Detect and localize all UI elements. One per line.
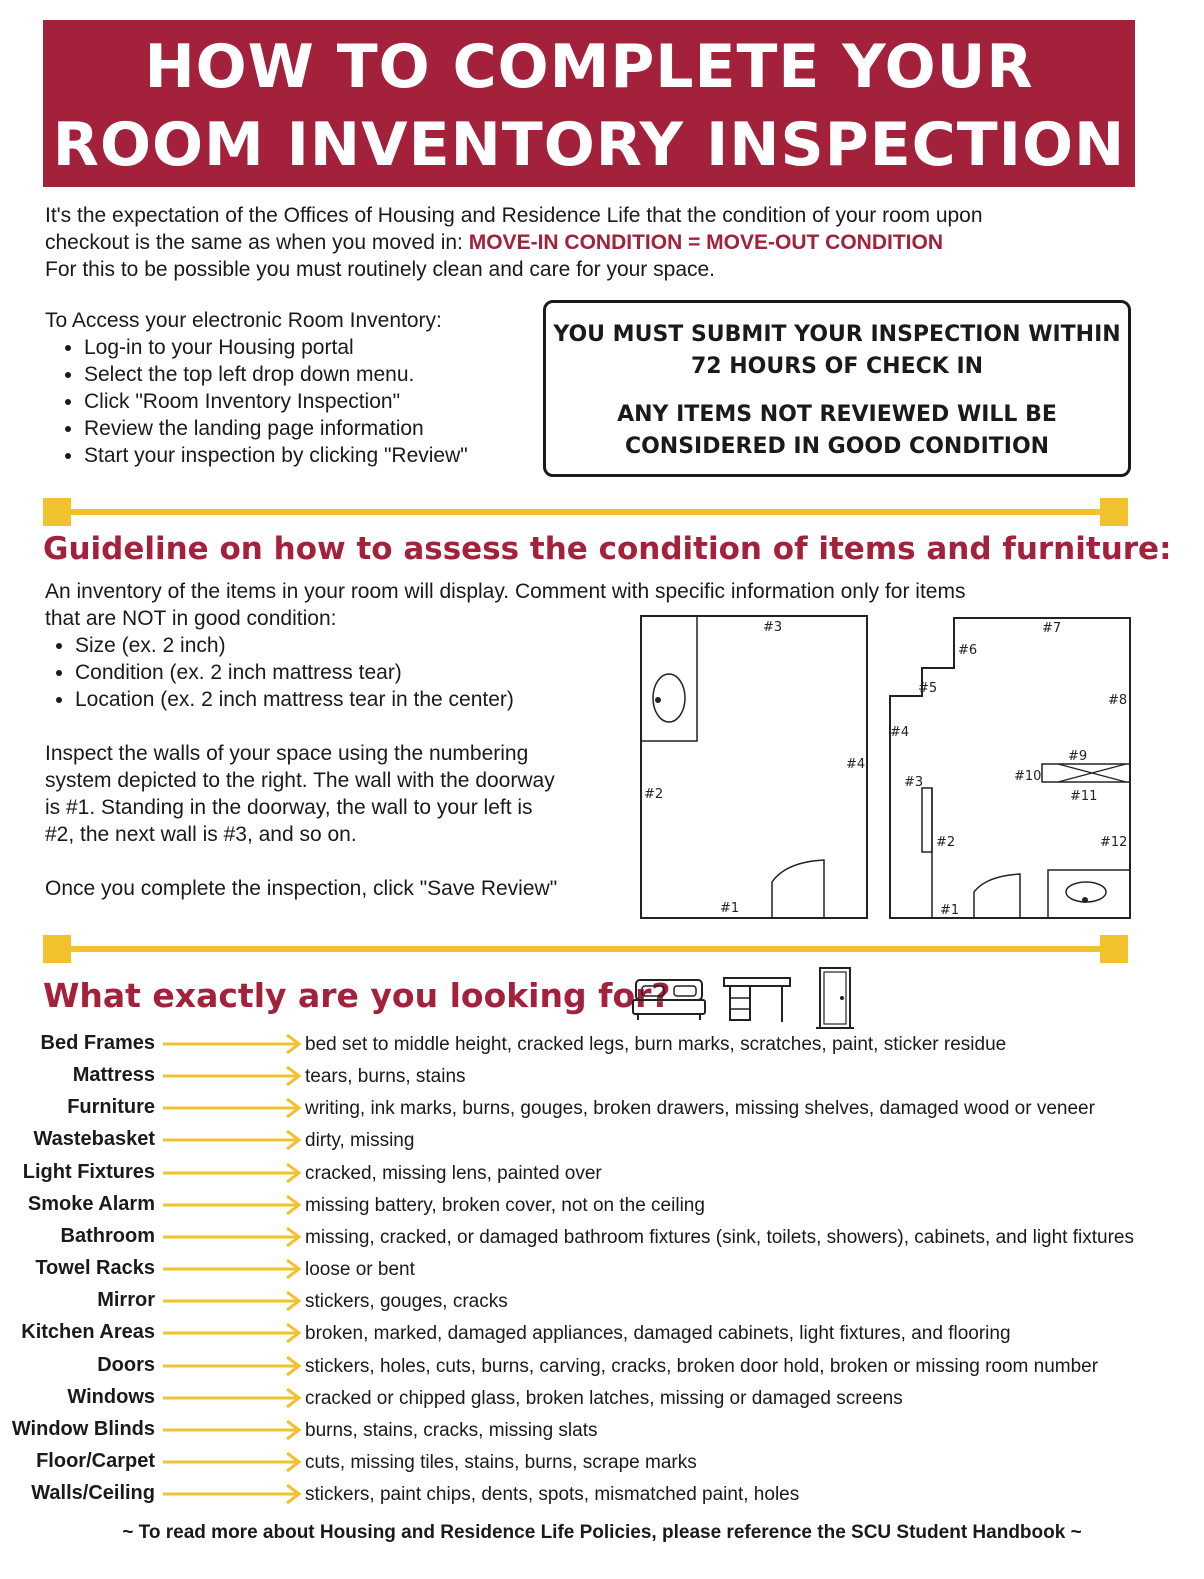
wall-label: #9 bbox=[1068, 749, 1088, 764]
room-outline bbox=[641, 616, 867, 918]
door-icon bbox=[812, 964, 858, 1032]
intro-paragraph bbox=[45, 202, 1155, 283]
floorplan-suite-room bbox=[886, 612, 1136, 922]
desk-icon bbox=[722, 972, 794, 1026]
list-item bbox=[0, 1287, 1204, 1319]
item-label: Bed Frames bbox=[40, 1032, 155, 1054]
item-label: Furniture bbox=[67, 1096, 155, 1118]
item-label: Floor/Carpet bbox=[36, 1450, 155, 1472]
access-steps bbox=[45, 334, 535, 469]
list-item bbox=[0, 1030, 1204, 1062]
item-label: Bathroom bbox=[60, 1225, 155, 1247]
list-item bbox=[0, 1191, 1204, 1223]
item-label: Walls/Ceiling bbox=[31, 1482, 155, 1504]
access-heading: To Access your electronic Room Inventory: bbox=[45, 309, 442, 332]
bed-icon bbox=[630, 972, 710, 1026]
item-description: burns, stains, cracks, missing slats bbox=[305, 1420, 598, 1441]
intro-line-2 bbox=[45, 229, 1155, 256]
wall-label: #1 bbox=[940, 903, 960, 918]
handbook-footer: ~ To read more about Housing and Residence Life Policies, please reference the SCU Student Handbook ~ bbox=[122, 1522, 1082, 1543]
divider-line bbox=[56, 509, 1116, 515]
arrow-icon bbox=[163, 1290, 303, 1312]
item-description: broken, marked, damaged appliances, damaged cabinets, light fixtures, and flooring bbox=[305, 1323, 1011, 1344]
item-label: Window Blinds bbox=[11, 1418, 155, 1440]
item-label: Smoke Alarm bbox=[27, 1193, 155, 1215]
walls-instructions bbox=[45, 740, 645, 848]
list-item bbox=[0, 1126, 1204, 1158]
item-description: dirty, missing bbox=[305, 1130, 415, 1151]
condition-rule: MOVE-IN CONDITION = MOVE-OUT CONDITION bbox=[468, 231, 943, 254]
access-instructions bbox=[45, 307, 535, 469]
door-swing-icon bbox=[974, 874, 1020, 918]
guideline-bullet: • Size (ex. 2 inch) bbox=[75, 632, 635, 659]
lookfor-heading: What exactly are you looking for? bbox=[43, 976, 671, 1015]
arrow-icon bbox=[163, 1097, 303, 1119]
divider-cap-right bbox=[1100, 935, 1128, 963]
item-label: Mirror bbox=[97, 1289, 155, 1311]
intro-line-3: For this to be possible you must routinely clean and care for your space. bbox=[45, 258, 716, 281]
item-label: Kitchen Areas bbox=[21, 1321, 155, 1343]
wall-label: #8 bbox=[1108, 693, 1128, 708]
arrow-icon bbox=[163, 1258, 303, 1280]
item-description: stickers, paint chips, dents, spots, mismatched paint, holes bbox=[305, 1484, 800, 1505]
item-description: loose or bent bbox=[305, 1259, 415, 1280]
guideline-line-2: that are NOT in good condition: bbox=[45, 607, 337, 630]
wall-label: #12 bbox=[1100, 835, 1128, 850]
list-item bbox=[0, 1255, 1204, 1287]
arrow-icon bbox=[163, 1194, 303, 1216]
sink-counter bbox=[1048, 870, 1130, 918]
list-item bbox=[0, 1062, 1204, 1094]
list-item bbox=[0, 1319, 1204, 1351]
suite-outline bbox=[890, 618, 1130, 918]
wall-label: #1 bbox=[720, 901, 740, 916]
wall-label: #3 bbox=[904, 775, 924, 790]
item-label: Windows bbox=[67, 1386, 155, 1408]
list-item bbox=[0, 1223, 1204, 1255]
item-description: stickers, gouges, cracks bbox=[305, 1291, 508, 1312]
access-step: • Click "Room Inventory Inspection" bbox=[84, 388, 535, 415]
arrow-icon bbox=[163, 1419, 303, 1441]
arrow-icon bbox=[163, 1129, 303, 1151]
item-description: stickers, holes, cuts, burns, carving, cracks, broken door hold, broken or missing room number bbox=[305, 1356, 1099, 1377]
list-item bbox=[0, 1416, 1204, 1448]
arrow-icon bbox=[163, 1162, 303, 1184]
title-line-2: ROOM INVENTORY INSPECTION bbox=[52, 110, 1126, 180]
wall-label: #2 bbox=[644, 787, 664, 802]
wall-label: #11 bbox=[1070, 789, 1098, 804]
guideline-bullet: • Location (ex. 2 inch mattress tear in the center) bbox=[75, 686, 635, 713]
list-item bbox=[0, 1094, 1204, 1126]
guideline-bullets bbox=[45, 632, 635, 713]
list-item bbox=[0, 1448, 1204, 1480]
walls-line: system depicted to the right. The wall with the doorway bbox=[45, 769, 555, 792]
guideline-bullet: • Condition (ex. 2 inch mattress tear) bbox=[75, 659, 635, 686]
access-step: • Review the landing page information bbox=[84, 415, 535, 442]
arrow-icon bbox=[163, 1065, 303, 1087]
list-item bbox=[0, 1352, 1204, 1384]
wall-label: #4 bbox=[890, 725, 910, 740]
item-description: missing, cracked, or damaged bathroom fixtures (sink, toilets, showers), cabinets, and light fixtures bbox=[305, 1227, 1134, 1248]
item-description: cracked or chipped glass, broken latches, missing or damaged screens bbox=[305, 1388, 903, 1409]
walls-line: is #1. Standing in the doorway, the wall to your left is bbox=[45, 796, 533, 819]
arrow-icon bbox=[163, 1483, 303, 1505]
walls-line: Inspect the walls of your space using the numbering bbox=[45, 742, 529, 765]
list-item bbox=[0, 1384, 1204, 1416]
item-label: Towel Racks bbox=[35, 1257, 155, 1279]
item-description: cuts, missing tiles, stains, burns, scrape marks bbox=[305, 1452, 697, 1473]
title-line-1: HOW TO COMPLETE YOUR bbox=[144, 32, 1034, 102]
title-banner bbox=[43, 20, 1135, 187]
wall-label: #7 bbox=[1042, 621, 1062, 636]
guideline-line-1: An inventory of the items in your room will display. Comment with specific information only for items bbox=[45, 580, 966, 603]
sink-drain bbox=[1082, 897, 1088, 903]
arrow-icon bbox=[163, 1226, 303, 1248]
arrow-icon bbox=[163, 1322, 303, 1344]
door-swing-icon bbox=[772, 860, 824, 918]
arrow-icon bbox=[163, 1387, 303, 1409]
item-label: Light Fixtures bbox=[22, 1161, 155, 1183]
item-label: Wastebasket bbox=[33, 1128, 155, 1150]
list-item bbox=[0, 1480, 1204, 1512]
item-description: bed set to middle height, cracked legs, burn marks, scratches, paint, sticker residue bbox=[305, 1034, 1007, 1055]
floorplan-single-room bbox=[636, 612, 876, 922]
divider-line bbox=[56, 946, 1116, 952]
item-label: Mattress bbox=[72, 1064, 155, 1086]
item-description: missing battery, broken cover, not on the ceiling bbox=[305, 1195, 705, 1216]
notice-line-1: YOU MUST SUBMIT YOUR INSPECTION WITHIN bbox=[553, 322, 1121, 347]
arrow-icon bbox=[163, 1033, 303, 1055]
wall-label: #4 bbox=[846, 757, 866, 772]
intro-line-1: It's the expectation of the Offices of Housing and Residence Life that the condition of your room upon bbox=[45, 204, 983, 227]
wall-label: #6 bbox=[958, 643, 978, 658]
guideline-heading: Guideline on how to assess the condition of items and furniture: bbox=[43, 531, 1172, 567]
divider-cap-right bbox=[1100, 498, 1128, 526]
divider-cap-left bbox=[43, 935, 71, 963]
closet-wall bbox=[922, 788, 932, 852]
notice-line-2: 72 HOURS OF CHECK IN bbox=[690, 354, 984, 379]
walls-line: #2, the next wall is #3, and so on. bbox=[45, 823, 357, 846]
item-description: writing, ink marks, burns, gouges, broken drawers, missing shelves, damaged wood or veneer bbox=[305, 1098, 1095, 1119]
wall-label: #5 bbox=[918, 681, 938, 696]
save-instruction: Once you complete the inspection, click "Save Review" bbox=[45, 877, 558, 900]
notice-line-4: CONSIDERED IN GOOD CONDITION bbox=[624, 434, 1050, 459]
wall-label: #2 bbox=[936, 835, 956, 850]
item-label: Doors bbox=[97, 1354, 155, 1376]
access-step: • Log-in to your Housing portal bbox=[84, 334, 535, 361]
notice-line-3: ANY ITEMS NOT REVIEWED WILL BE bbox=[617, 402, 1057, 427]
deadline-notice bbox=[543, 300, 1131, 477]
divider-cap-left bbox=[43, 498, 71, 526]
item-description: cracked, missing lens, painted over bbox=[305, 1163, 602, 1184]
sink-drain bbox=[655, 697, 661, 703]
list-item bbox=[0, 1159, 1204, 1191]
arrow-icon bbox=[163, 1451, 303, 1473]
wall-label: #10 bbox=[1014, 769, 1042, 784]
wall-label: #3 bbox=[763, 620, 783, 635]
access-step: • Select the top left drop down menu. bbox=[84, 361, 535, 388]
access-step: • Start your inspection by clicking "Review" bbox=[84, 442, 535, 469]
intro-line-2-text: checkout is the same as when you moved in: bbox=[45, 231, 469, 254]
item-description: tears, burns, stains bbox=[305, 1066, 466, 1087]
arrow-icon bbox=[163, 1355, 303, 1377]
